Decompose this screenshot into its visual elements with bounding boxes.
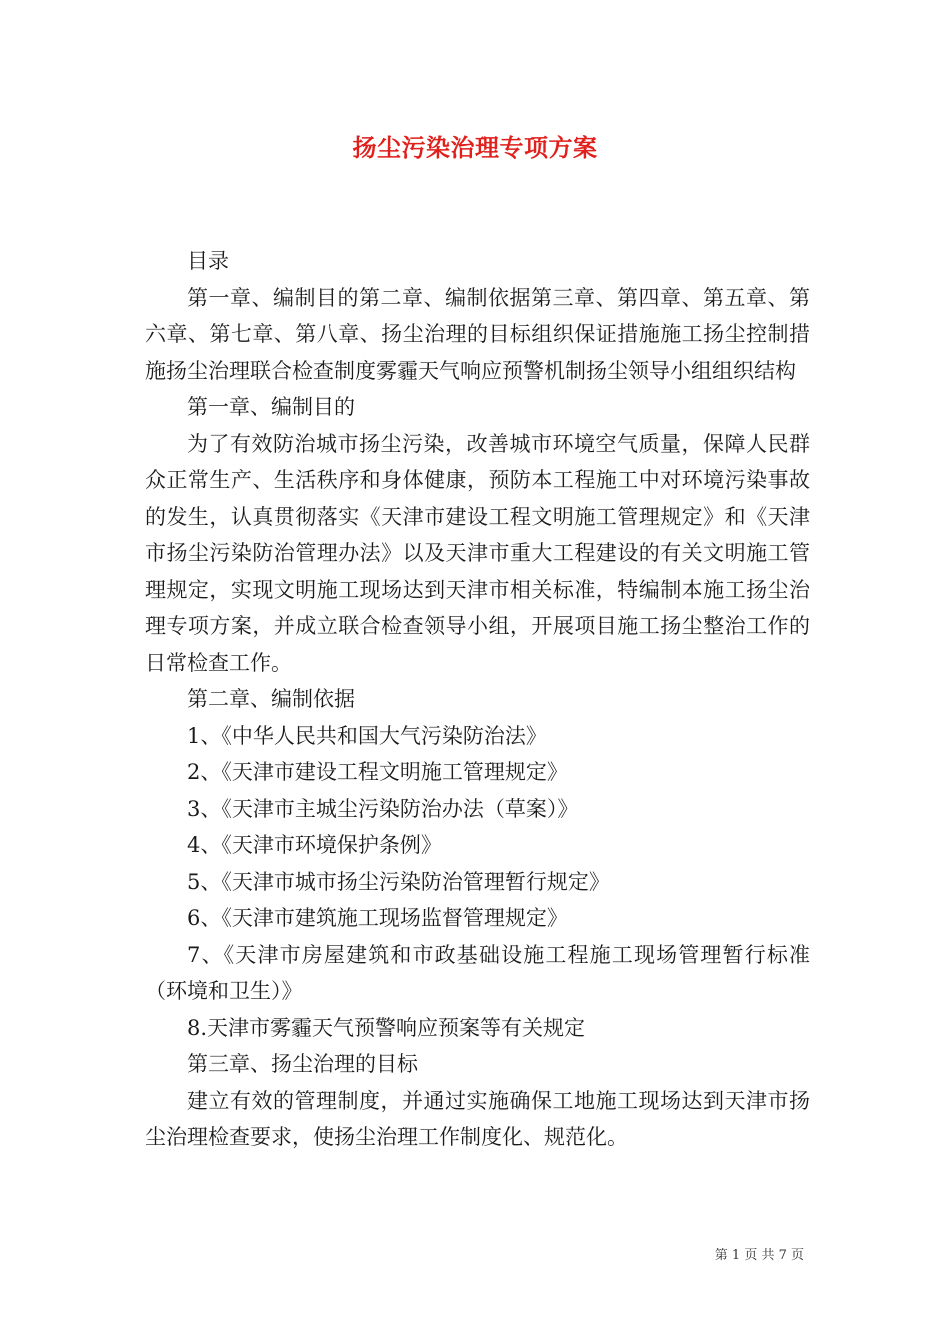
basis-item-7: 7、《天津市房屋建筑和市政基础设施工程施工现场管理暂行标准（环境和卫生）》	[145, 942, 810, 1003]
chapter-3-body: 建立有效的管理制度，并通过实施确保工地施工现场达到天津市扬尘治理检查要求，使扬尘治理工作制度化、规范化。	[145, 1088, 810, 1149]
basis-item-6: 6、《天津市建筑施工现场监督管理规定》	[187, 906, 568, 930]
document-body	[145, 243, 810, 1156]
basis-item-8: 8.天津市雾霾天气预警响应预案等有关规定	[187, 1015, 586, 1040]
chapter-1-body: 为了有效防治城市扬尘污染，改善城市环境空气质量，保障人民群众正常生产、生活秩序和身体健康，预防本工程施工中对环境污染事故的发生，认真贯彻落实《天津市建设工程文明施工管理规定》和《天津市扬尘污染防治管理办法》以及天津市重大工程建设的有关文明施工管理规定，实现文明施工现场达到天津市相关标准，特编制本施工扬尘治理专项方案，并成立联合检查领导小组，开展项目施工扬尘整治工作的日常检查工作。	[145, 431, 810, 675]
toc-contents: 第一章、编制目的第二章、编制依据第三章、第四章、第五章、第六章、第七章、第八章、扬尘治理的目标组织保证措施施工扬尘控制措施扬尘治理联合检查制度雾霾天气响应预警机制扬尘领导小组组织结构	[145, 285, 810, 383]
document-title: 扬尘污染治理专项方案	[352, 133, 598, 162]
basis-item-4: 4、《天津市环境保护条例》	[187, 833, 442, 857]
toc-heading: 目录	[187, 249, 229, 273]
basis-item-5: 5、《天津市城市扬尘污染防治管理暂行规定》	[187, 869, 610, 894]
basis-item-3: 3、《天津市主城尘污染防治办法（草案）》	[187, 796, 579, 821]
chapter-3-heading: 第三章、扬尘治理的目标	[187, 1052, 418, 1076]
basis-item-2: 2、《天津市建设工程文明施工管理规定》	[187, 760, 568, 784]
page-number: 第 1 页 共 7 页	[714, 1248, 804, 1263]
basis-item-1: 1、《中华人民共和国大气污染防治法》	[187, 723, 547, 748]
chapter-2-heading: 第二章、编制依据	[187, 687, 355, 711]
chapter-1-heading: 第一章、编制目的	[187, 395, 355, 419]
